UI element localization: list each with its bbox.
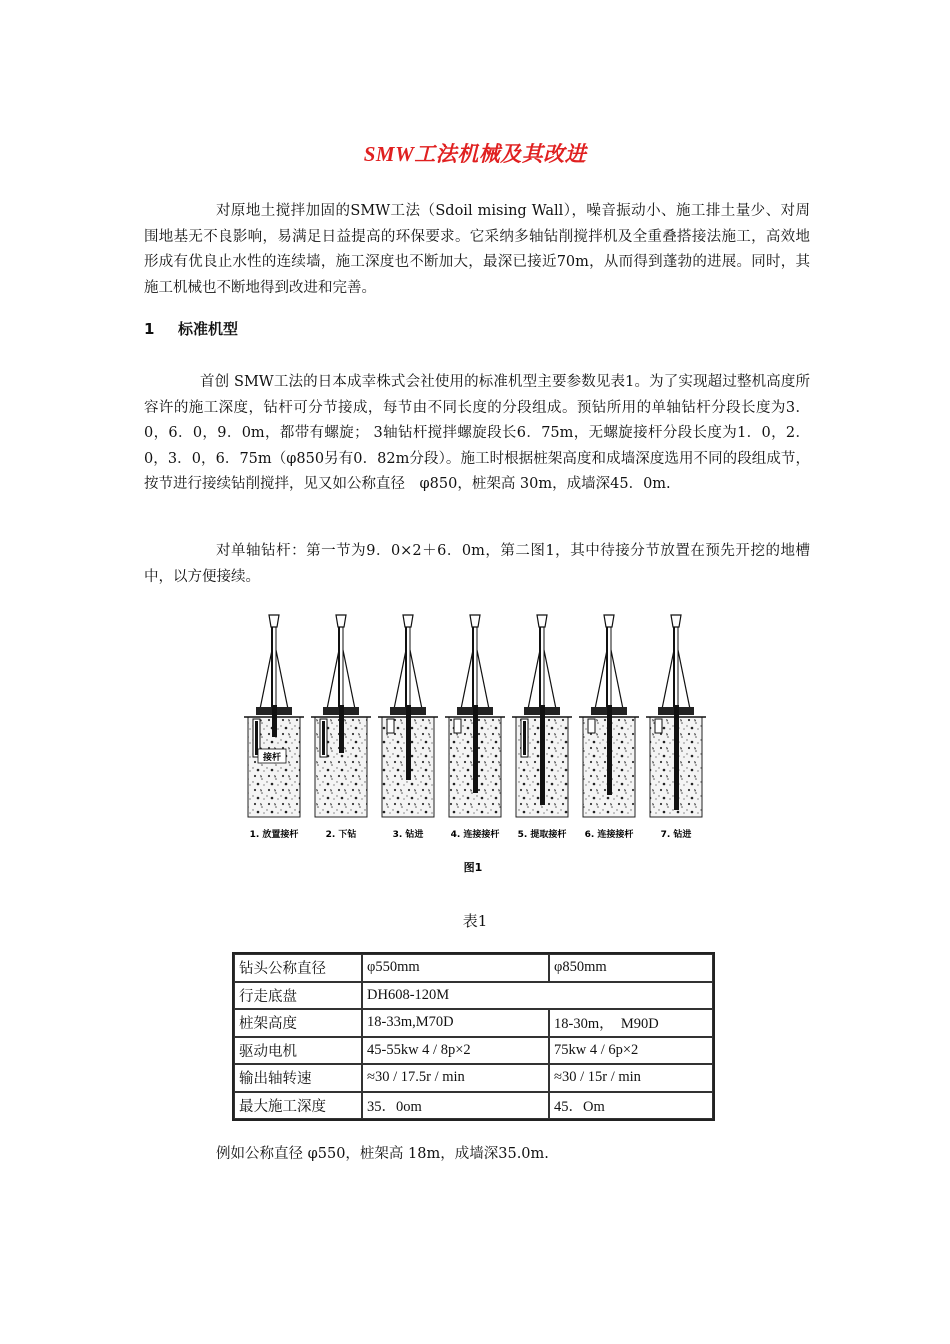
brace — [410, 650, 422, 709]
drill-rod — [339, 705, 344, 753]
brace — [611, 650, 623, 709]
drilling-steps-illustration — [238, 605, 708, 880]
table-row — [234, 1092, 713, 1120]
mast-top — [470, 615, 480, 627]
table-cell-value-850: ≈30 / 15r / min — [549, 1064, 713, 1092]
step-label: 4. 连接接杆 — [450, 830, 500, 840]
section-title: 标准机型 — [178, 320, 239, 338]
drill-rod — [272, 705, 277, 737]
brace — [327, 650, 339, 709]
table-caption: 表1 — [462, 912, 488, 930]
drill-rod — [540, 705, 545, 805]
table-cell-value-850: 75kw 4 / 6p×2 — [549, 1037, 713, 1065]
drill-rod — [674, 705, 679, 810]
step-label: 7. 钻进 — [660, 830, 692, 840]
example-paragraph: 例如公称直径 φ550，桩架高 18m，成墙深35.0m. — [216, 1146, 549, 1162]
drill-rod — [607, 705, 612, 795]
table-cell-value-550: 45-55kw 4 / 8p×2 — [362, 1037, 549, 1065]
step-label: 6. 连接接杆 — [584, 830, 634, 840]
figure-caption: 图1 — [463, 861, 483, 874]
figure-1 — [238, 605, 708, 880]
mast-top — [537, 615, 547, 627]
mast-top — [269, 615, 279, 627]
brace — [461, 650, 473, 709]
table-row — [234, 1009, 713, 1037]
step-label: 2. 下钻 — [325, 830, 357, 840]
table-cell-value: DH608-120M — [362, 982, 713, 1010]
mast-top — [403, 615, 413, 627]
table-row — [234, 1064, 713, 1092]
section-heading — [144, 318, 238, 339]
table-cell-label: 输出轴转速 — [234, 1064, 362, 1092]
document-title: SMW工法机械及其改进 — [363, 142, 587, 166]
table-cell-value-550: φ550mm — [362, 954, 549, 982]
step-label: 1. 放置接杆 — [249, 830, 299, 840]
mast-top — [604, 615, 614, 627]
trench — [655, 719, 662, 733]
table-cell-label: 最大施工深度 — [234, 1092, 362, 1120]
table-cell-value-550: ≈30 / 17.5r / min — [362, 1064, 549, 1092]
spec-table — [232, 952, 715, 1121]
table-cell-value-550: 35．0om — [362, 1092, 549, 1120]
intro-paragraph: 对原地土搅拌加固的SMW工法（Sdoil mising Wall），噪音振动小、施工排土量少、对周围地基无不良影响，易满足日益提高的环保要求。它采纳多轴钻削搅拌机及全重叠搭接法施工，高效地形成有优良止水性的连续墙，施工深度也不断加大，最深已接近70m，从而得到蓬勃的进展。同时，其施工机械也不断地得到改进和完善。 — [144, 203, 810, 296]
table-cell-value-850: 45．Om — [549, 1092, 713, 1120]
table-cell-value-850: φ850mm — [549, 954, 713, 982]
table-row — [234, 1037, 713, 1065]
table-cell-value-550: 18-33m,M70D — [362, 1009, 549, 1037]
drill-rod — [406, 705, 411, 780]
table-cell-label: 驱动电机 — [234, 1037, 362, 1065]
brace — [662, 650, 674, 709]
brace — [544, 650, 556, 709]
step-label: 5. 提取接杆 — [517, 830, 567, 840]
trench — [588, 719, 595, 733]
brace — [528, 650, 540, 709]
stored-rod — [523, 721, 526, 755]
stored-rod — [322, 721, 325, 755]
trench — [454, 719, 461, 733]
section-number: 1 — [144, 320, 155, 338]
trench — [387, 719, 394, 733]
brace — [276, 650, 288, 709]
table-cell-label: 钻头公称直径 — [234, 954, 362, 982]
table-row — [234, 982, 713, 1010]
brace — [595, 650, 607, 709]
table-cell-label: 桩架高度 — [234, 1009, 362, 1037]
table-row — [234, 954, 713, 982]
stored-rod — [255, 721, 258, 755]
mast-top — [336, 615, 346, 627]
brace — [260, 650, 272, 709]
brace — [477, 650, 489, 709]
drill-rod-paragraph: 对单轴钻杆：第一节为9．0×2＋6．0m，第二图1，其中待接分节放置在预先开挖的地槽中，以方便接续。 — [144, 543, 810, 585]
callout-label: 接杆 — [262, 753, 282, 763]
brace — [394, 650, 406, 709]
machine-paragraph: 首创 SMW工法的日本成幸株式会社使用的标准机型主要参数见表1。为了实现超过整机高度所容许的施工深度，钻杆可分节接成，每节由不同长度的分段组成。预钻所用的单轴钻杆分段长度为3．0，6．0，9．0m，都带有螺旋； 3轴钻杆搅拌螺旋段长6．75m，无螺旋接杆分段长度为1．0，2．0，3．0，6．75m（φ850另有0．82m分段）。施工时根据桩架高度和成墙深度选用不同的段组成节，按节进行接续钻削搅拌，见又如公称直径 φ850，桩架高 30m，成墙深45．0m. — [144, 374, 810, 493]
drill-rod — [473, 705, 478, 793]
mast-top — [671, 615, 681, 627]
step-label: 3. 钻进 — [392, 830, 424, 840]
brace — [678, 650, 690, 709]
brace — [343, 650, 355, 709]
table-cell-value-850: 18-30m， M90D — [549, 1009, 713, 1037]
table-cell-label: 行走底盘 — [234, 982, 362, 1010]
